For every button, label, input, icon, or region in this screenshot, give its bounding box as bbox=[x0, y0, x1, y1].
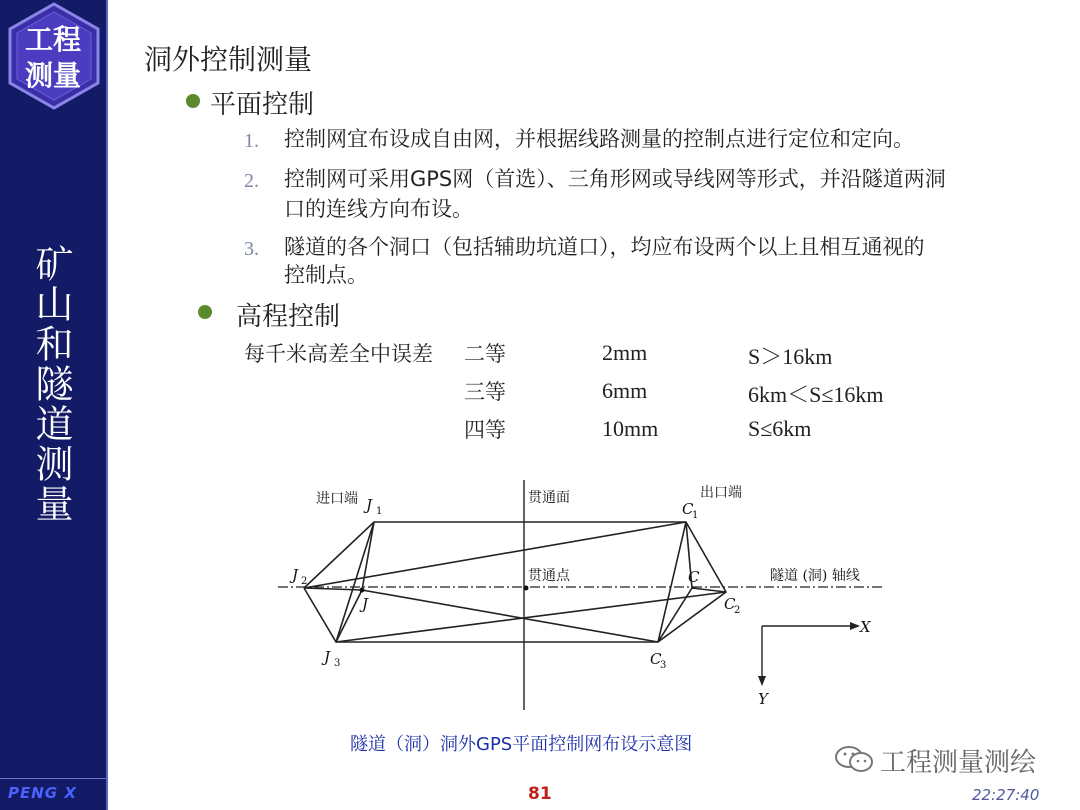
item3-line2: 控制点。 bbox=[284, 263, 368, 287]
y-axis-label: Y bbox=[758, 690, 768, 708]
point-c2-sub: 2 bbox=[734, 605, 741, 616]
x-axis-label: X bbox=[860, 618, 871, 636]
page-number: 81 bbox=[528, 784, 552, 804]
chapter-title: 矿山和隧道测量 bbox=[29, 244, 73, 524]
author-divider bbox=[0, 778, 106, 779]
breakthrough-point-label: 贯通点 bbox=[528, 568, 570, 584]
point-j3: J bbox=[324, 648, 331, 666]
logo-text bbox=[0, 22, 106, 94]
point-j1: J bbox=[366, 496, 373, 514]
gps-control-network-diagram bbox=[270, 470, 890, 715]
section1-heading: 平面控制 bbox=[210, 90, 315, 120]
chapter-title-wrap bbox=[26, 244, 72, 534]
point-c2: C bbox=[724, 595, 736, 613]
point-j1-sub: 1 bbox=[376, 506, 383, 517]
grade-2: 二等 bbox=[464, 342, 506, 366]
diagram-caption: 隧道（洞）洞外GPS平面控制网布设示意图 bbox=[350, 734, 693, 755]
grade-3: 三等 bbox=[464, 380, 506, 404]
item3-number: 3. bbox=[244, 238, 259, 260]
point-j3-sub: 3 bbox=[334, 658, 341, 669]
error-2: 2mm bbox=[602, 340, 648, 365]
error-3: 6mm bbox=[602, 378, 648, 403]
watermark-text: 工程测量测绘 bbox=[880, 748, 1037, 778]
bullet-icon bbox=[198, 305, 212, 319]
item1-number: 1. bbox=[244, 130, 259, 152]
point-j2: J bbox=[292, 566, 299, 584]
exit-label: 出口端 bbox=[700, 485, 742, 501]
section2-heading: 高程控制 bbox=[236, 302, 341, 332]
tunnel-axis-label: 隧道 (洞) 轴线 bbox=[770, 568, 860, 584]
author-label: PENG X bbox=[8, 784, 77, 802]
clock-time: 22:27:40 bbox=[972, 786, 1040, 804]
error-4: 10mm bbox=[602, 416, 659, 441]
point-j: J bbox=[362, 595, 369, 613]
item3-line1: 隧道的各个洞口（包括辅助坑道口），均应布设两个以上且相互通视的 bbox=[284, 235, 925, 259]
height-error-label: 每千米高差全中误差 bbox=[244, 342, 433, 366]
sidebar-divider bbox=[106, 0, 108, 810]
wechat-icon bbox=[834, 744, 876, 774]
logo-line-2: 测量 bbox=[24, 59, 81, 92]
range-4: S≤6km bbox=[748, 416, 812, 441]
point-c: C bbox=[688, 568, 700, 586]
point-c3-sub: 3 bbox=[660, 660, 667, 671]
grade-4: 四等 bbox=[464, 418, 506, 442]
item2-number: 2. bbox=[244, 170, 259, 192]
breakthrough-plane-label: 贯通面 bbox=[528, 490, 570, 506]
point-j2-sub: 2 bbox=[301, 576, 308, 587]
range-2: S＞16km bbox=[748, 344, 833, 369]
slide-title: 洞外控制测量 bbox=[144, 43, 313, 76]
range-3: 6km＜S≤16km bbox=[748, 382, 884, 407]
point-c1-sub: 1 bbox=[692, 510, 699, 521]
item2-line2: 口的连线方向布设。 bbox=[284, 197, 473, 221]
bullet-icon bbox=[186, 94, 200, 108]
item2-line1: 控制网可采用GPS网（首选）、三角形网或导线网等形式，并沿隧道两洞 bbox=[284, 167, 946, 191]
logo-line-1: 工程 bbox=[24, 23, 81, 56]
point-c3: C bbox=[650, 650, 662, 668]
entrance-label: 进口端 bbox=[316, 491, 358, 507]
point-c1: C bbox=[682, 500, 694, 518]
item1-text: 控制网宜布设成自由网，并根据线路测量的控制点进行定位和定向。 bbox=[284, 127, 914, 151]
